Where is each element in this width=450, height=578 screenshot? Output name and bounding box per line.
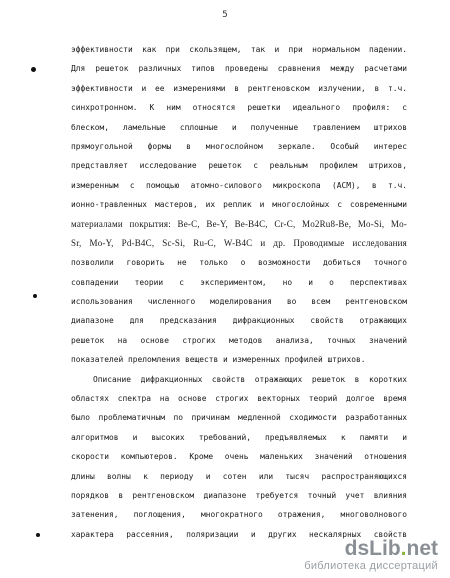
text-line: длины волны к периоду и сотен или тысяч распространяющихся (71, 471, 407, 481)
text-line: решеток на основе строгих методов анализа, точных значений (71, 335, 407, 345)
text-line: диапазоне для предсказания дифракционных свойств отражающих (71, 316, 407, 326)
text-line: Sr, Mo-Y, Pd-B4C, Sc-Si, Ru-C, W-B4C и др. Проводимые исследования (71, 237, 407, 248)
watermark-logo: dsLib.net (344, 537, 438, 560)
text-line: материалами покрытия: Be-C, Be-Y, Be-B4C, Cr-C, Mo2Ru8-Be, Mo-Si, Mo- (71, 218, 407, 229)
text-line: использования численного моделирования во всем рентгеновском (71, 297, 407, 307)
text-line: эффективности и ее измерениями в рентгеновском излучении, в т.ч. (71, 83, 407, 93)
text-line: ионно-травленных мастеров, их реплик и многослойных с современными (71, 200, 407, 210)
scan-speck (33, 294, 37, 298)
text-line: представляет исследование решеток с реальным профилем штрихов, (71, 161, 407, 171)
watermark-subtitle: библиотека диссертаций (304, 560, 438, 572)
text-line: блеском, ламельные сплошные и полученные травлением штрихов (71, 122, 407, 132)
text-line: совпадении теории с экспериментом, но и о перспективах (71, 277, 407, 287)
text-line: порядков в рентгеновском диапазоне требуется точный учет влияния (71, 490, 407, 500)
text-line: алгоритмов и высоких требований, предъявляемых к памяти и (71, 432, 407, 442)
text-line: измеренным с помощью атомно-силового микроскопа (АСМ), в т.ч. (71, 180, 407, 190)
text-line: позволили говорить не только о возможности добиться точного (71, 258, 407, 268)
text-line: эффективности как при скользящем, так и при нормальном падении. (71, 45, 407, 54)
page-number: 5 (222, 10, 228, 20)
text-line: областях спектра на основе строгих векторных теорий долгое время (71, 394, 407, 404)
text-line: Описание дифракционных свойств отражающих решеток в коротких (93, 374, 407, 384)
text-line: синхротронном. К ним относятся решетки идеального профиля: с (71, 103, 407, 113)
text-line: Для решеток различных типов проведены сравнения между расчетами (71, 64, 407, 74)
watermark (304, 538, 438, 572)
text-line: скорости компьютеров. Кроме очень маленьких значений отношения (71, 452, 407, 462)
text-line: было проблематичным по причинам медленной сходимости разработанных (71, 413, 407, 423)
scan-speck (31, 67, 36, 72)
body-text (71, 40, 407, 544)
text-line: затенения, поглощения, многократного отражения, многоволнового (71, 510, 407, 520)
text-line: характера рассеяния, поляризации и других нескалярных свойств (71, 529, 407, 539)
scan-speck (36, 533, 40, 537)
text-line: прямоугольной формы в многослойном зеркале. Особый интерес (71, 141, 407, 151)
text-line: показателей преломления веществ и измеренных профилей штрихов. (71, 355, 366, 365)
